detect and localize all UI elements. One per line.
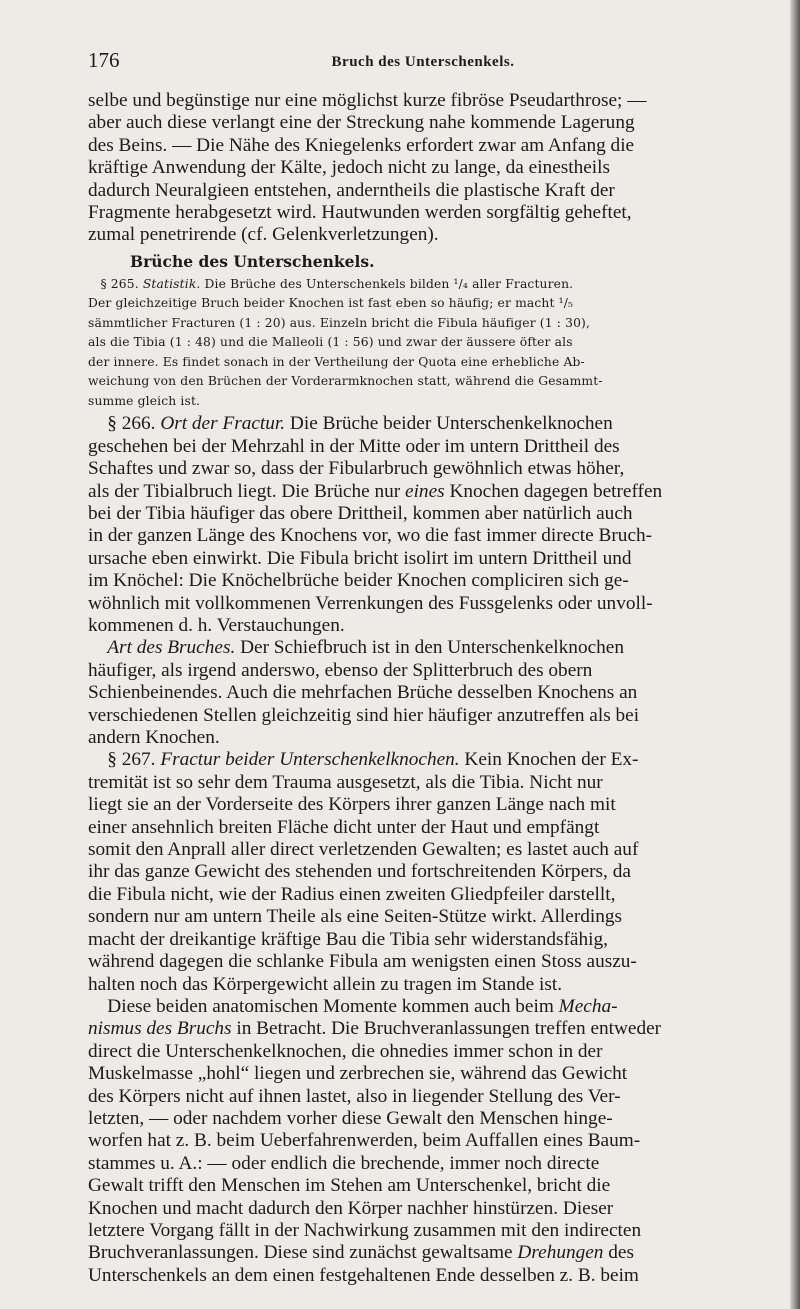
page-number: 176 (88, 48, 120, 72)
paragraph-266 (88, 413, 758, 637)
section-title-265: Statistik. (142, 276, 201, 291)
section-number-265: § 265. (100, 276, 139, 291)
paragraph-265-text: Die Brüche des Unterschenkels bilden ¹/₄ aller Fracturen. Der gleichzeitige Bruch beider Knochen ist fast eben so häufig; er macht ¹/₅ sämmtlicher Fracturen (1 : 20) aus. Einzeln bricht die Fibula häufiger (1 : 30), als die Tibia (1 : 48) und die Malleoli (1 : 56) und zwar der äussere öfter als der innere. Es findet sonach in der Vertheilung der Quota eine erhebliche Ab- weichung von den Brüchen der Vorderarmknochen statt, während die Gesammt- summe gleich ist. (88, 276, 603, 408)
paragraph-265 (88, 275, 758, 412)
paragraph-mechanismus (88, 996, 758, 1287)
section-number-267: § 267. (107, 749, 156, 771)
paragraph-mech-text-c: des Unterschenkels an dem einen festgehaltenen Ende desselben z. B. beim (88, 1242, 639, 1286)
section-title-266: Ort der Fractur. (160, 413, 286, 435)
paragraph-mech-emphasis-b: Drehungen (517, 1242, 604, 1264)
paragraph-mech-emphasis-a: Mecha- nismus des Bruchs (88, 995, 618, 1040)
running-head: Bruch des Unterschenkels. (331, 54, 515, 70)
paragraph-mech-text-b: in Betracht. Die Bruchveranlassungen treffen entweder direct die Unterschenkelknochen, die ohnedies immer schon in der Muskelmasse „hohl“ liegen und zerbrechen sie, während das Gewicht des Körpers nicht auf ihnen lastet, also in liegender Stellung des Ver- letzten, — oder nachdem vorher diese Gewalt den Menschen hinge- worfen hat z. B. beim Ueberfahrenwerden, beim Auffallen eines Baum- stammes u. A.: — oder endlich die brechende, immer noch directe Gewalt trifft den Menschen im Stehen am Unterschenkel, bricht die Knochen und macht dadurch den Körper nachher hinstürzen. Dieser letztere Vorgang fällt in der Nachwirkung zusammen mit den indirecten Bruchveranlassungen. Diese sind zunächst gewaltsame (88, 1018, 662, 1264)
subsection-title-art: Art des Bruches. (107, 637, 236, 659)
page-gutter-shadow (790, 0, 800, 1309)
paragraph-266-emphasis: eines (405, 480, 445, 502)
paragraph-267-text: Kein Knochen der Ex- tremität ist so sehr dem Trauma ausgesetzt, als die Tibia. Nicht nur liegt sie an der Vorderseite des Körpers ihrer ganzen Länge nach mit einer ansehnlich breiten Fläche dicht unter der Haut und empfängt somit den Anprall aller direct verletzenden Gewalten; es lastet auch auf ihr das ganze Gewicht des stehenden und fortschreitenden Körpers, da die Fibula nicht, wie der Radius einen zweiten Gliedpfeiler darstellt, sondern nur am untern Theile als eine Seiten-Stütze wirkt. Allerdings macht der dreikantige kräftige Bau die Tibia sehr widerstandsfähig, während dagegen die schlanke Fibula am wenigsten einen Stoss auszu- halten noch das Körpergewicht allein zu tragen im Stande ist. (88, 749, 639, 995)
section-number-266: § 266. (107, 413, 156, 435)
section-title-267: Fractur beider Unterschenkelknochen. (160, 749, 460, 771)
paragraph-art-des-bruches (88, 637, 758, 749)
paragraph-266-text-a: Die Brüche beider Unterschenkelknochen geschehen bei der Mehrzahl in der Mitte oder im untern Drittheil des Schaftes und zwar so, dass der Fibularbruch gewöhnlich etwas höher, als der Tibialbruch liegt. Die Brüche nur (88, 413, 625, 502)
paragraph-266-text-b: Knochen dagegen betreffen bei der Tibia häufiger das obere Drittheil, kommen aber natürlich auch in der ganzen Länge des Knochens vor, wo die fast immer directe Bruch- ursache eben einwirkt. Die Fibula bricht isolirt im untern Drittheil und im Knöchel: Die Knöchelbrüche beider Knochen compliciren sich ge- wöhnlich mit vollkommenen Verrenkungen des Fussgelenks oder unvoll- kommenen d. h. Verstauchungen. (88, 480, 663, 636)
section-heading: Brüche des Unterschenkels. (130, 251, 375, 271)
paragraph-art-text: Der Schiefbruch ist in den Unterschenkelknochen häufiger, als irgend anderswo, ebenso der Splitterbruch des obern Schienbeinendes. Auch die mehrfachen Brüche desselben Knochens an verschiedenen Stellen gleichzeitig sind hier häufiger anzutreffen als bei andern Knochen. (88, 637, 640, 749)
continuation-paragraph: selbe und begünstige nur eine möglichst kurze fibröse Pseudarthrose; — aber auch diese verlangt eine der Streckung nahe kommende Lagerung des Beins. — Die Nähe des Kniegelenks erfordert zwar am Anfang die kräftige Anwendung der Kälte, jedoch nicht zu lange, da einestheils dadurch Neuralgieen entstehen, anderntheils die plastische Kraft der Fragmente herabgesetzt wird. Hautwunden werden sorgfältig geheftet, zumal penetrirende (cf. Gelenkverletzungen). (88, 90, 647, 246)
paragraph-267 (88, 749, 758, 995)
paragraph-mech-text-a: Diese beiden anatomischen Momente kommen auch beim (107, 995, 559, 1017)
page-header (88, 44, 758, 80)
